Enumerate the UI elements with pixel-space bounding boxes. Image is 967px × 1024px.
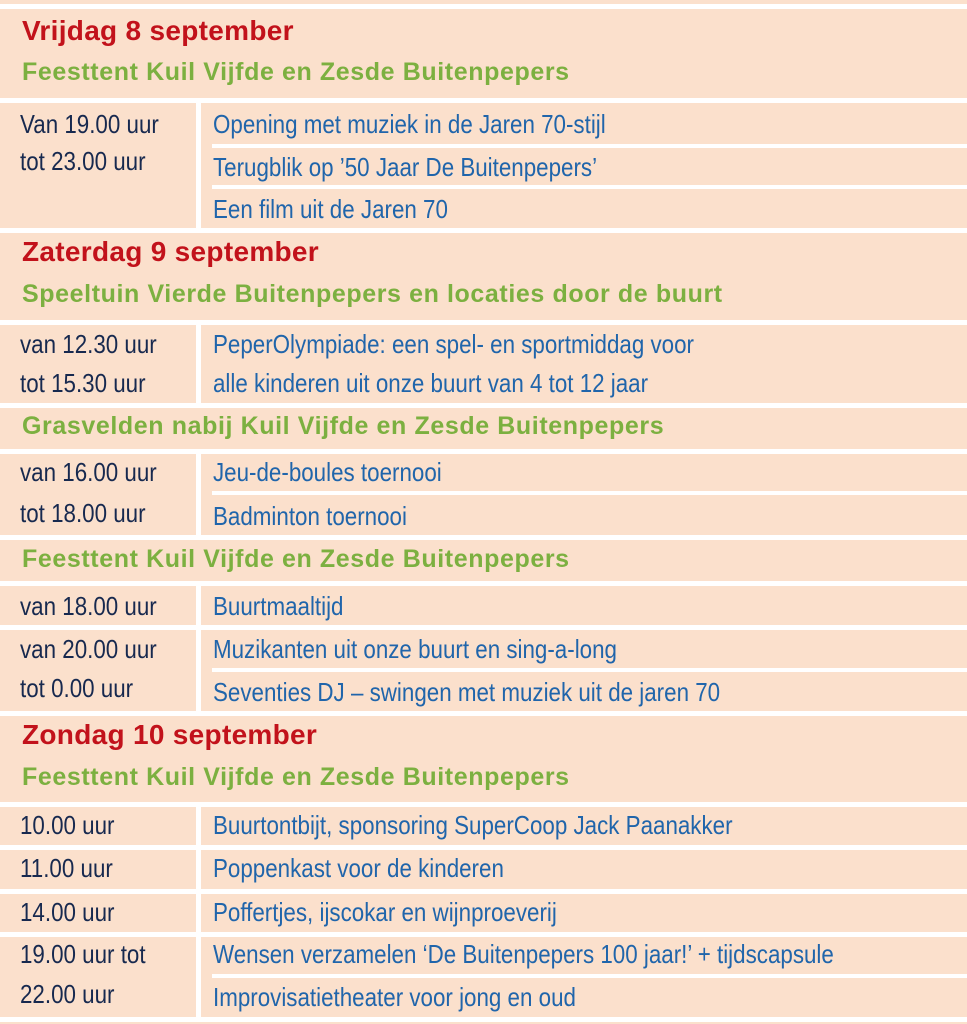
location-heading: Feesttent Kuil Vijfde en Zesde Buitenpepers: [22, 545, 570, 573]
day-heading-saturday: Zaterdag 9 september: [22, 236, 319, 267]
day-heading-friday: Vrijdag 8 september: [22, 15, 294, 46]
time-from: 19.00 uur tot: [20, 939, 146, 969]
activity: Seventies DJ – swingen met muziek uit de jaren 70: [213, 677, 721, 707]
activity: Jeu-de-boules toernooi: [213, 457, 442, 487]
location-heading: Feesttent Kuil Vijfde en Zesde Buitenpepers: [22, 763, 570, 791]
divider: [0, 581, 967, 586]
activity: PeperOlympiade: een spel- en sportmiddag voor: [213, 329, 695, 359]
divider: [212, 185, 967, 189]
location-heading: Speeltuin Vierde Buitenpepers en locaties door de buurt: [22, 280, 723, 308]
activity: Buurtontbijt, sponsoring SuperCoop Jack Paanakker: [213, 810, 733, 840]
activity: Poppenkast voor de kinderen: [213, 853, 504, 883]
time-to: 22.00 uur: [20, 979, 115, 1009]
activity: Badminton toernooi: [213, 501, 407, 531]
location-heading: Grasvelden nabij Kuil Vijfde en Zesde Buitenpepers: [22, 412, 665, 440]
divider: [212, 491, 967, 495]
time-start: 11.00 uur: [20, 853, 113, 883]
time-to: tot 23.00 uur: [20, 146, 146, 176]
divider: [0, 228, 967, 233]
time-from: Van 19.00 uur: [20, 109, 159, 139]
divider: [0, 711, 967, 716]
divider: [212, 974, 967, 978]
divider: [0, 1017, 967, 1022]
activity: Wensen verzamelen ‘De Buitenpepers 100 jaar!’ + tijdscapsule: [213, 939, 834, 969]
time-to: tot 0.00 uur: [20, 673, 134, 703]
divider: [0, 625, 967, 630]
time-to: tot 15.30 uur: [20, 368, 146, 398]
column-divider: [196, 320, 201, 403]
time-from: van 16.00 uur: [20, 457, 157, 487]
divider: [0, 403, 967, 408]
activity: Muzikanten uit onze buurt en sing-a-long: [213, 634, 617, 664]
divider: [0, 845, 967, 850]
activity: Terugblik op ’50 Jaar De Buitenpepers’: [213, 152, 598, 182]
time-from: van 20.00 uur: [20, 634, 157, 664]
column-divider: [196, 581, 201, 711]
activity: alle kinderen uit onze buurt van 4 tot 12 jaar: [213, 368, 649, 398]
divider: [0, 889, 967, 894]
divider: [212, 144, 967, 148]
time-start: 10.00 uur: [20, 810, 115, 840]
activity: Poffertjes, ijscokar en wijnproeverij: [213, 897, 557, 927]
divider: [0, 535, 967, 540]
time-to: tot 18.00 uur: [20, 498, 146, 528]
divider: [0, 98, 967, 103]
activity: Opening met muziek in de Jaren 70-stijl: [213, 109, 606, 139]
divider: [0, 802, 967, 807]
column-divider: [196, 802, 201, 1017]
time-start: van 18.00 uur: [20, 591, 157, 621]
divider: [0, 4, 967, 9]
day-heading-sunday: Zondag 10 september: [22, 719, 318, 750]
column-divider: [196, 98, 201, 228]
location-heading: Feesttent Kuil Vijfde en Zesde Buitenpepers: [22, 58, 570, 86]
divider: [212, 668, 967, 672]
divider: [0, 320, 967, 325]
divider: [0, 932, 967, 937]
time-start: 14.00 uur: [20, 897, 115, 927]
column-divider: [196, 449, 201, 535]
divider: [0, 449, 967, 454]
activity: Improvisatietheater voor jong en oud: [213, 982, 576, 1012]
activity: Buurtmaaltijd: [213, 591, 344, 621]
time-from: van 12.30 uur: [20, 329, 157, 359]
activity: Een film uit de Jaren 70: [213, 194, 448, 224]
